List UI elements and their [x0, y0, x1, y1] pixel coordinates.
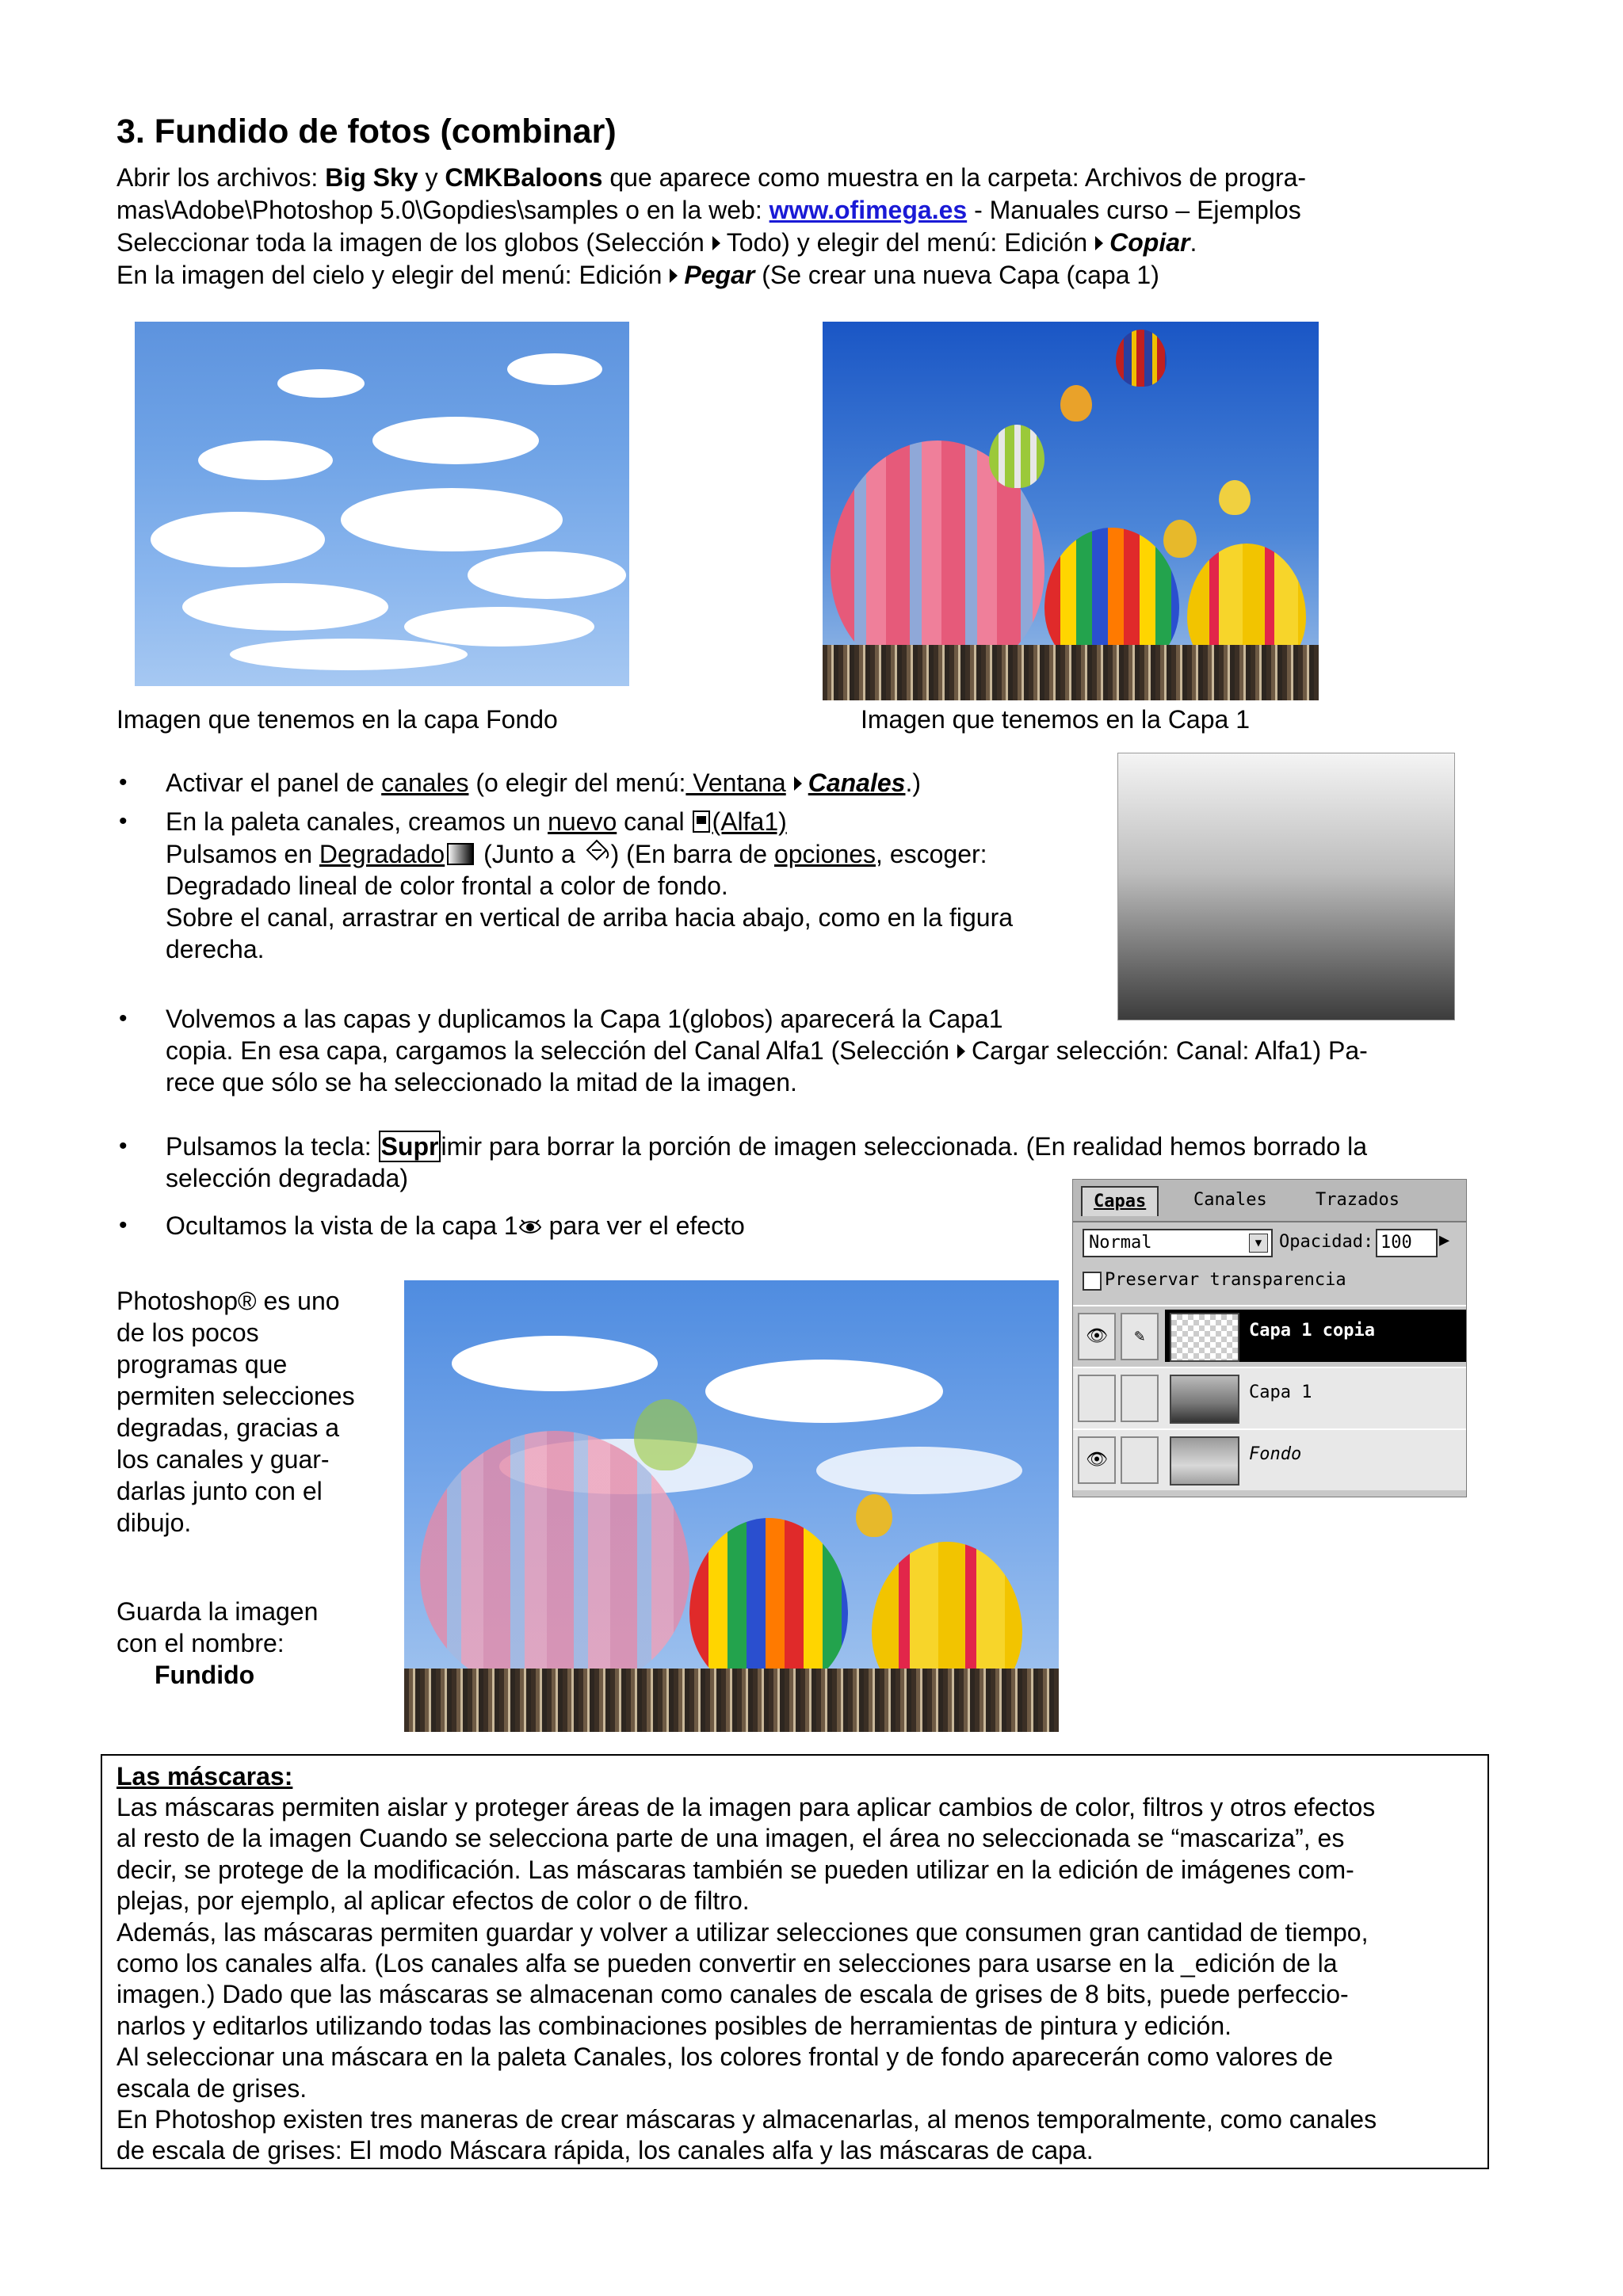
step-text: Cargar selección: Canal: Alfa1) Pa-	[972, 1036, 1368, 1065]
layer-thumbnail	[1170, 1313, 1239, 1362]
step-text: para ver el efecto	[541, 1211, 745, 1240]
brush-icon[interactable]: ✎	[1121, 1313, 1159, 1360]
eye-icon[interactable]: 👁	[1078, 1313, 1116, 1360]
layer-thumbnail	[1170, 1436, 1239, 1486]
step-text: Pulsamos la tecla:	[166, 1132, 379, 1161]
masks-line: Al seleccionar una máscara en la paleta Canales, los colores frontal y de fondo aparecerán como valores de	[116, 2042, 1334, 2072]
preserve-checkbox[interactable]	[1083, 1272, 1102, 1291]
chevron-down-icon[interactable]: ▼	[1249, 1234, 1268, 1253]
save-filename: Fundido	[155, 1661, 255, 1689]
tab-capas[interactable]: Capas	[1081, 1186, 1159, 1216]
layer-thumbnail	[1170, 1375, 1239, 1424]
step-text: En la paleta canales, creamos un	[166, 807, 548, 836]
layer-row-capa1[interactable]	[1073, 1367, 1466, 1428]
step-text: .)	[905, 769, 921, 797]
file-cmkbaloons: CMKBaloons	[445, 163, 603, 192]
layers-panel	[1072, 1179, 1467, 1497]
caption-capa1: Imagen que tenemos en la Capa 1	[861, 705, 1250, 734]
intro-text: que aparece como muestra en la carpeta: Archivos de progra-	[602, 163, 1307, 192]
caption-fondo: Imagen que tenemos en la capa Fondo	[116, 705, 558, 734]
menu-arrow-icon	[794, 776, 802, 791]
bullet: •	[119, 808, 128, 834]
save-note-line: Guarda la imagen	[116, 1597, 319, 1626]
bullet: •	[119, 769, 128, 795]
bullet: •	[119, 1133, 128, 1159]
menu-ventana: Ventana	[685, 769, 786, 797]
side-note-line: dibujo.	[116, 1508, 192, 1537]
intro-text: - Manuales curso – Ejemplos	[967, 196, 1301, 224]
intro-line-2	[116, 194, 1301, 226]
side-note-line: los canales y guar-	[116, 1445, 330, 1474]
side-note-line: programas que	[116, 1350, 288, 1379]
side-note-line: de los pocos	[116, 1318, 259, 1347]
preserve-label: Preservar transparencia	[1105, 1270, 1346, 1290]
menu-pegar: Pegar	[684, 261, 755, 289]
masks-line: al resto de la imagen Cuando se selecciona parte de una imagen, el área no seleccionada se “mascariza”, es	[116, 1824, 1345, 1853]
intro-line-3	[116, 227, 1197, 258]
side-note-line: degradas, gracias a	[116, 1413, 340, 1442]
eye-icon	[518, 1213, 542, 1245]
step-text: (o elegir del menú:	[468, 769, 686, 797]
masks-line: Las máscaras permiten aislar y proteger áreas de la imagen para aplicar cambios de color, filtros y otros efectos	[116, 1793, 1376, 1821]
step-3-line-3: rece que sólo se ha seleccionado la mitad de la imagen.	[166, 1068, 797, 1097]
paint-bucket-icon	[582, 837, 611, 873]
menu-arrow-icon	[712, 236, 720, 250]
step-text: (Junto a	[476, 840, 582, 868]
save-note	[116, 1596, 318, 1691]
step-4-line-1	[166, 1131, 1367, 1162]
intro-text: Abrir los archivos:	[116, 163, 326, 192]
layer-row-fondo[interactable]	[1073, 1428, 1466, 1490]
intro-text: mas\Adobe\Photoshop 5.0\Gopdies\samples o en la web:	[116, 196, 769, 224]
opacity-label: Opacidad:	[1279, 1232, 1374, 1252]
blended-result-photo	[404, 1280, 1059, 1732]
side-note-line: permiten selecciones	[116, 1382, 355, 1410]
step-1	[166, 767, 921, 799]
side-note-line: darlas junto con el	[116, 1477, 323, 1505]
term-opciones: opciones	[773, 840, 876, 868]
masks-body	[116, 1792, 1377, 2167]
eye-icon[interactable]: 👁	[1078, 1436, 1116, 1484]
balloons-photo	[823, 322, 1319, 700]
menu-canales: Canales	[808, 769, 906, 797]
step-2-line-1	[166, 806, 787, 841]
layer-name: Capa 1	[1249, 1383, 1312, 1402]
menu-arrow-icon	[957, 1044, 965, 1058]
save-note-line: con el nombre:	[116, 1629, 285, 1657]
blend-mode-value: Normal	[1089, 1233, 1152, 1253]
step-2-line-3: Degradado lineal de color frontal a color de fondo.	[166, 871, 728, 900]
masks-box	[101, 1754, 1489, 2169]
gradient-tool-icon	[445, 841, 476, 873]
term-nuevo: nuevo	[548, 807, 617, 836]
page-title: 3. Fundido de fotos (combinar)	[116, 113, 617, 151]
menu-copiar: Copiar	[1109, 228, 1190, 257]
link-slot[interactable]	[1121, 1436, 1159, 1484]
new-channel-icon	[692, 809, 712, 841]
term-canales: canales	[381, 769, 469, 797]
step-2-line-5: derecha.	[166, 935, 265, 963]
bullet: •	[119, 1212, 128, 1238]
step-2-line-2	[166, 837, 987, 873]
masks-line: Además, las máscaras permiten guardar y volver a utilizar selecciones que consumen gran cantidad de tiempo,	[116, 1917, 1369, 1947]
intro-line-4	[116, 259, 1159, 291]
tab-canales[interactable]: Canales	[1193, 1190, 1267, 1210]
step-3-line-2	[166, 1035, 1368, 1066]
step-text: Ocultamos la vista de la capa 1	[166, 1211, 518, 1240]
website-link[interactable]: www.ofimega.es	[769, 196, 968, 224]
menu-arrow-icon	[1095, 236, 1103, 250]
menu-arrow-icon	[670, 269, 678, 283]
step-4-line-2: selección degradada)	[166, 1164, 408, 1192]
masks-line: narlos y editarlos utilizando todas las combinaciones posibles de herramientas de pintura y edición.	[116, 2011, 1232, 2040]
intro-text: Seleccionar toda la imagen de los globos (Selección	[116, 228, 705, 257]
masks-line: En Photoshop existen tres maneras de crear máscaras y almacenarlas, al menos temporalmente, como canales	[116, 2105, 1377, 2134]
key-supr: Supr	[379, 1131, 441, 1162]
masks-line: decir, se protege de la modificación. Las máscaras también se pueden utilizar en la edición de imágenes com-	[116, 1855, 1354, 1884]
file-big-sky: Big Sky	[325, 163, 418, 192]
step-2-line-4: Sobre el canal, arrastrar en vertical de arriba hacia abajo, como en la figura	[166, 903, 1014, 932]
layer-name: Capa 1 copia	[1249, 1321, 1375, 1341]
term-degradado: Degradado	[319, 840, 445, 868]
intro-text: .	[1190, 228, 1197, 257]
layer-name: Fondo	[1249, 1444, 1302, 1464]
link-slot[interactable]	[1121, 1375, 1159, 1422]
masks-line: de escala de grises: El modo Máscara rápida, los canales alfa y las máscaras de capa.	[116, 2136, 1094, 2165]
step-5	[166, 1210, 745, 1245]
masks-heading: Las máscaras:	[116, 1762, 293, 1791]
sky-photo	[135, 322, 629, 686]
opacity-arrow-icon[interactable]: ▶	[1439, 1230, 1450, 1250]
step-3-line-1: Volvemos a las capas y duplicamos la Capa 1(globos) aparecerá la Capa1	[166, 1005, 1003, 1033]
step-text: canal	[617, 807, 692, 836]
side-note	[116, 1285, 355, 1539]
intro-line-1	[116, 162, 1306, 193]
opacity-input[interactable]: 100	[1376, 1229, 1438, 1257]
gradient-channel-sample	[1117, 753, 1455, 1020]
masks-line: escala de grises.	[116, 2073, 307, 2103]
intro-text: y	[418, 163, 445, 192]
step-text: copia. En esa capa, cargamos la selección del Canal Alfa1 (Selección	[166, 1036, 950, 1065]
intro-text: (Se crear una nueva Capa (capa 1)	[754, 261, 1159, 289]
tab-trazados[interactable]: Trazados	[1316, 1190, 1400, 1210]
hidden-eye-slot[interactable]	[1078, 1375, 1116, 1422]
bullet: •	[119, 1005, 128, 1032]
intro-text: En la imagen del cielo y elegir del menú: Edición	[116, 261, 663, 289]
masks-line: imagen.) Dado que las máscaras se almacenan como canales de escala de grises de 8 bits, puede perfeccio-	[116, 1980, 1349, 2009]
step-text: Pulsamos en	[166, 840, 319, 868]
step-text: ) (En barra de	[610, 840, 774, 868]
step-text: Activar el panel de	[166, 769, 382, 797]
intro-text: Todo) y elegir del menú: Edición	[726, 228, 1088, 257]
step-text: imir para borrar la porción de imagen seleccionada. (En realidad hemos borrado la	[441, 1132, 1368, 1161]
masks-line: plejas, por ejemplo, al aplicar efectos de color o de filtro.	[116, 1886, 750, 1916]
layer-row-capa1-copia[interactable]	[1073, 1305, 1466, 1367]
term-alfa1: (Alfa1)	[712, 807, 787, 836]
blend-mode-select[interactable]	[1083, 1229, 1273, 1257]
step-text: , escoger:	[876, 840, 987, 868]
masks-line: como los canales alfa. (Los canales alfa se pueden convertir en selecciones para usarse en la _edición de la	[116, 1949, 1338, 1978]
side-note-line: Photoshop® es uno	[116, 1287, 340, 1315]
